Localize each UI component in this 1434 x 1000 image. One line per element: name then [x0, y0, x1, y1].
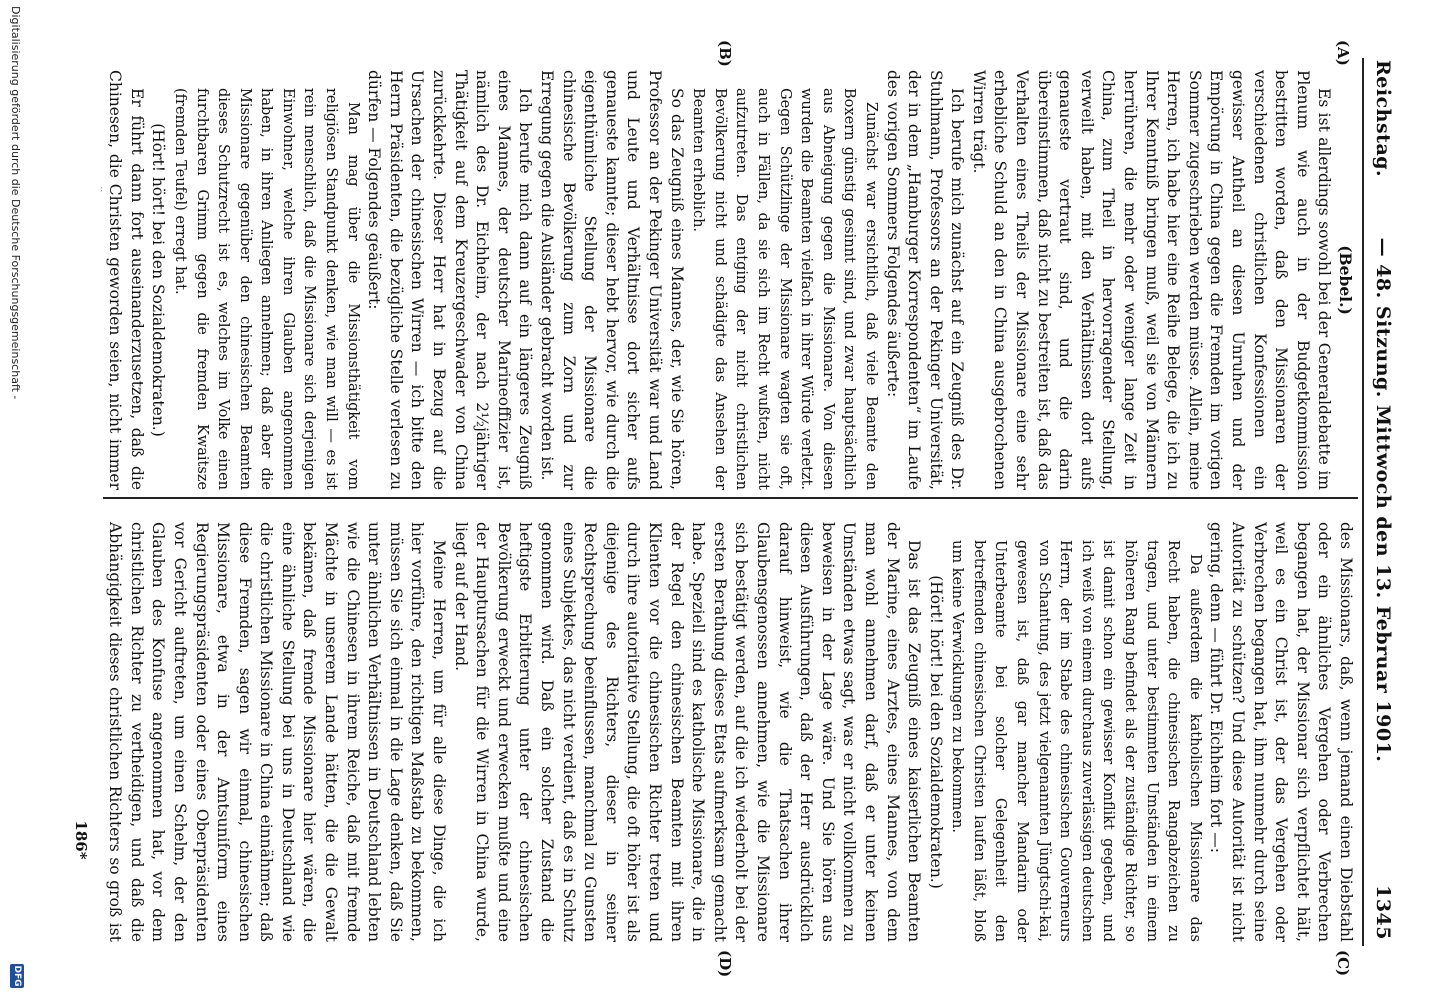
header-rule: [1362, 58, 1364, 946]
margin-marker-d: (D): [716, 950, 734, 978]
signature-folio: 186*: [72, 820, 90, 860]
header-publication: Reichstag.: [1372, 60, 1394, 178]
dfg-logo: DFG: [12, 965, 22, 987]
speaker-label: (Bebel.): [1336, 245, 1355, 315]
margin-marker-b: (B): [716, 40, 734, 67]
margin-marker-a: (A): [1334, 40, 1352, 66]
quotation: Da außerdem die katholischen Missionare das Recht haben, die chinesischen Rangabzeichen zu tragen, und unter bestimmten Umständen in einem höheren Rang befindet als der zuständige Richter, so ist damit schon ein gewisser Konflikt gegeben, und ich weiß von einem durchaus zuverlässigen deutschen Herrn, der im Stabe des chinesischen Gouverneurs von Schantung, des jetzt vielgenannten Jüngtschi-kai, gewesen ist, daß gar mancher Mandarin oder Unterbeamte bei solcher Gelegenheit den betreffenden chinesischen Christen laufen läßt, bloß um keine Verwicklungen zu bekommen.: [949, 540, 1203, 942]
paragraph: Er führt dann fort auseinanderzusetzen, daß die Chinesen, die Christen geworden seien, nicht immer: [106, 70, 146, 490]
column-divider: [103, 497, 1358, 499]
header-page-number: 1345: [1372, 885, 1394, 940]
left-column: [101, 70, 1356, 490]
page-header: [1366, 60, 1394, 940]
quotation: Zunächst war ersichtlich, daß viele Beamte den Boxern günstig gesinnt sind, und zwar hauptsächlich aus Abneigung gegen die Missionare. Von diesen wurden die Beamten vielfach in ihrer Würde verletzt. Gegen Schützlinge der Missionare wagten sie oft, auch in Fällen, da sie sich im Recht wußten, nicht aufzutreten. Das entging der nicht christlichen Bevölkerung nicht und schädigte das Ansehen der Beamten erheblich.: [690, 88, 879, 490]
quotation: Man mag über die Missionsthätigkeit vom religiösen Standpunkt denken, wie man will — es ist rein menschlich, daß die Missionare sich derjenigen Einwohner, welche ihren Glauben angenommen haben, in ihren Anliegen annehmen; daß aber die Missionare gegenüber den chinesischen Beamten dieses Schutzrecht ist es, welches im Volke einen furchtbaren Grimm gegen die fremden Kwaitsze (fremden Teufel) erregt hat.: [171, 88, 361, 490]
paragraph: Es ist allerdings sowohl bei der Generaldebatte im Plenum wie auch in der Budgetkommission bestritten worden, daß den Missionaren der verschiedenen christlichen Konfessionen ein gewisser Antheil an diesen Unruhen und der Empörung in China gegen die Fremden im vorigen Sommer zugeschrieben werden müsse. Allein, meine Herren, ich habe hier eine Reihe Belege, die ich zu Ihrer Kenntniß bringen muß, weil sie von Männern herrühren, die mehr oder weniger lange Zeit in China, zum Theil in hervorragender Stellung, verweilt haben, mit den Verhältnissen dort aufs genaueste vertraut sind, und die darin übereinstimmen, daß nicht zu bestreiten ist, daß das Verhalten eines Theils der Missionare eine sehr erhebliche Schuld an den in China ausgebrochenen Wirren trägt.: [969, 70, 1334, 490]
paragraph: Meine Herren, um für alle diese Dinge, die ich hier vorführe, den richtigen Maßstab zu bekommen, müssen Sie sich einmal in die Lage denken, daß Sie unter ähnlichen Verhältnissen in Deutschland lebten wie die Chinesen in ihrem Reiche, daß mit fremde Mächte in unserem Lande hätten, die die Gewalt bekämen, daß fremde Missionare hier wären, die eine ähnliche Stellung bei uns in Deutschland wie die christlichen Missionare in China einnähmen; daß diese Fremden, sagen wir einmal, chinesischen Missionare, etwa in der Amtsuniform eines Regierungspräsidenten oder eines Oberpräsidenten vor Gericht auftreten, um einen Schelm, der den Glauben des Konfuse angenommen hat, vor dem christlichen Richter zu vertheidigen, und daß die Abhängigkeit dieses christlichen Richters so groß ist: [106, 522, 449, 942]
paragraph: Ich berufe mich dann auf ein längeres Zeugniß eines Mannes, der deutscher Marineoffizier ist, nämlich des Dr. Eichheim, der nach 2½jähriger Thätigkeit auf dem Kreuzergeschwader von China zurückkehrte. Dieser Herr hat in Bezug auf die Ursachen der chinesischen Wirren — ich bitte den Herrn Präsidenten, die bezügliche Stelle verlesen zu dürfen — Folgendes geäußert:: [365, 70, 535, 490]
paragraph: Das ist das Zeugniß eines kaiserlichen Beamten der Marine, eines Arztes, eines Mannes, von dem man wohl annehmen darf, daß er unter keinen Umständen etwas sagt, was er nicht vollkommen zu beweisen in der Lage wäre. Und Sie hören aus diesen Ausführungen, daß der Herr ausdrücklich darauf hinweist, wie die Thatsachen ihrer Glaubensgenossen annehmen, wie die Missionare sich bestätigt werden, auf die ich wiederholt bei der ersten Berathung dieses Etats aufmerksam gemacht habe. Speziell sind es katholische Missionare, die in der Regel den chinesischen Beamten mit ihren Klienten vor die chinesischen Richter treten und durch ihre autoritative Stellung, die oft höher ist als diejenige des Richters, dieser in seiner Rechtsprechung beeinflussen, manchmal zu Gunsten eines Subjektes, das nicht verdient, daß es in Schutz genommen wird. Daß ein solcher Zustand die heftigste Erbitterung unter der chinesischen Bevölkerung erweckt und erwecken mußte und eine der Hauptursachen für die Wirren in China wurde, liegt auf der Hand.: [451, 522, 924, 942]
right-column: [101, 522, 1356, 942]
paragraph: So das Zeugniß eines Mannes, der, wie Sie hören, Professor an der Pekinger Universität war und Land und Leute und Verhältnisse dort sicher aufs genaueste kannte; dieser hebt hervor, wie durch die eigenthümliche Stellung der Missionare die chinesische Bevölkerung zum Zorn und zur Erregung gegen die Ausländer gebracht worden ist.: [538, 70, 686, 490]
interjection: (Hört! hört! bei den Sozialdemokraten.): [149, 123, 168, 437]
interjection: (Hört! hört! bei den Sozialdemokraten.): [926, 575, 945, 889]
paragraph: Ich berufe mich zunächst auf ein Zeugniß des Dr. Stuhlmann, Professors an der Pekinger Universität, der in dem „Hamburger Korrespondenten“ im Laufe des vorigen Sommers Folgendes äußerte:: [883, 70, 967, 490]
funding-credit: Digitalisierung gefördert durch die Deutsche Forschungsgemeinschaft -: [9, 6, 22, 400]
paragraph: des Missionars, daß, wenn jemand einen Diebstahl oder ein ähnliches Vergehen oder Verbrechen begangen hat, der Missionar sich verpflichtet hält, weil es ein Christ ist, der das Vergehen oder Verbrechen begangen hat, ihm nunmehr durch seine Autorität zu schützen? Und diese Autorität ist nicht gering, denn — führt Dr. Eichheim fort —:: [1207, 522, 1355, 942]
margin-marker-c: (C): [1334, 950, 1352, 977]
digitization-footer: [4, 0, 26, 1000]
header-session-date: — 48. Sitzung. Mittwoch den 13. Februar 1901.: [1372, 237, 1394, 763]
